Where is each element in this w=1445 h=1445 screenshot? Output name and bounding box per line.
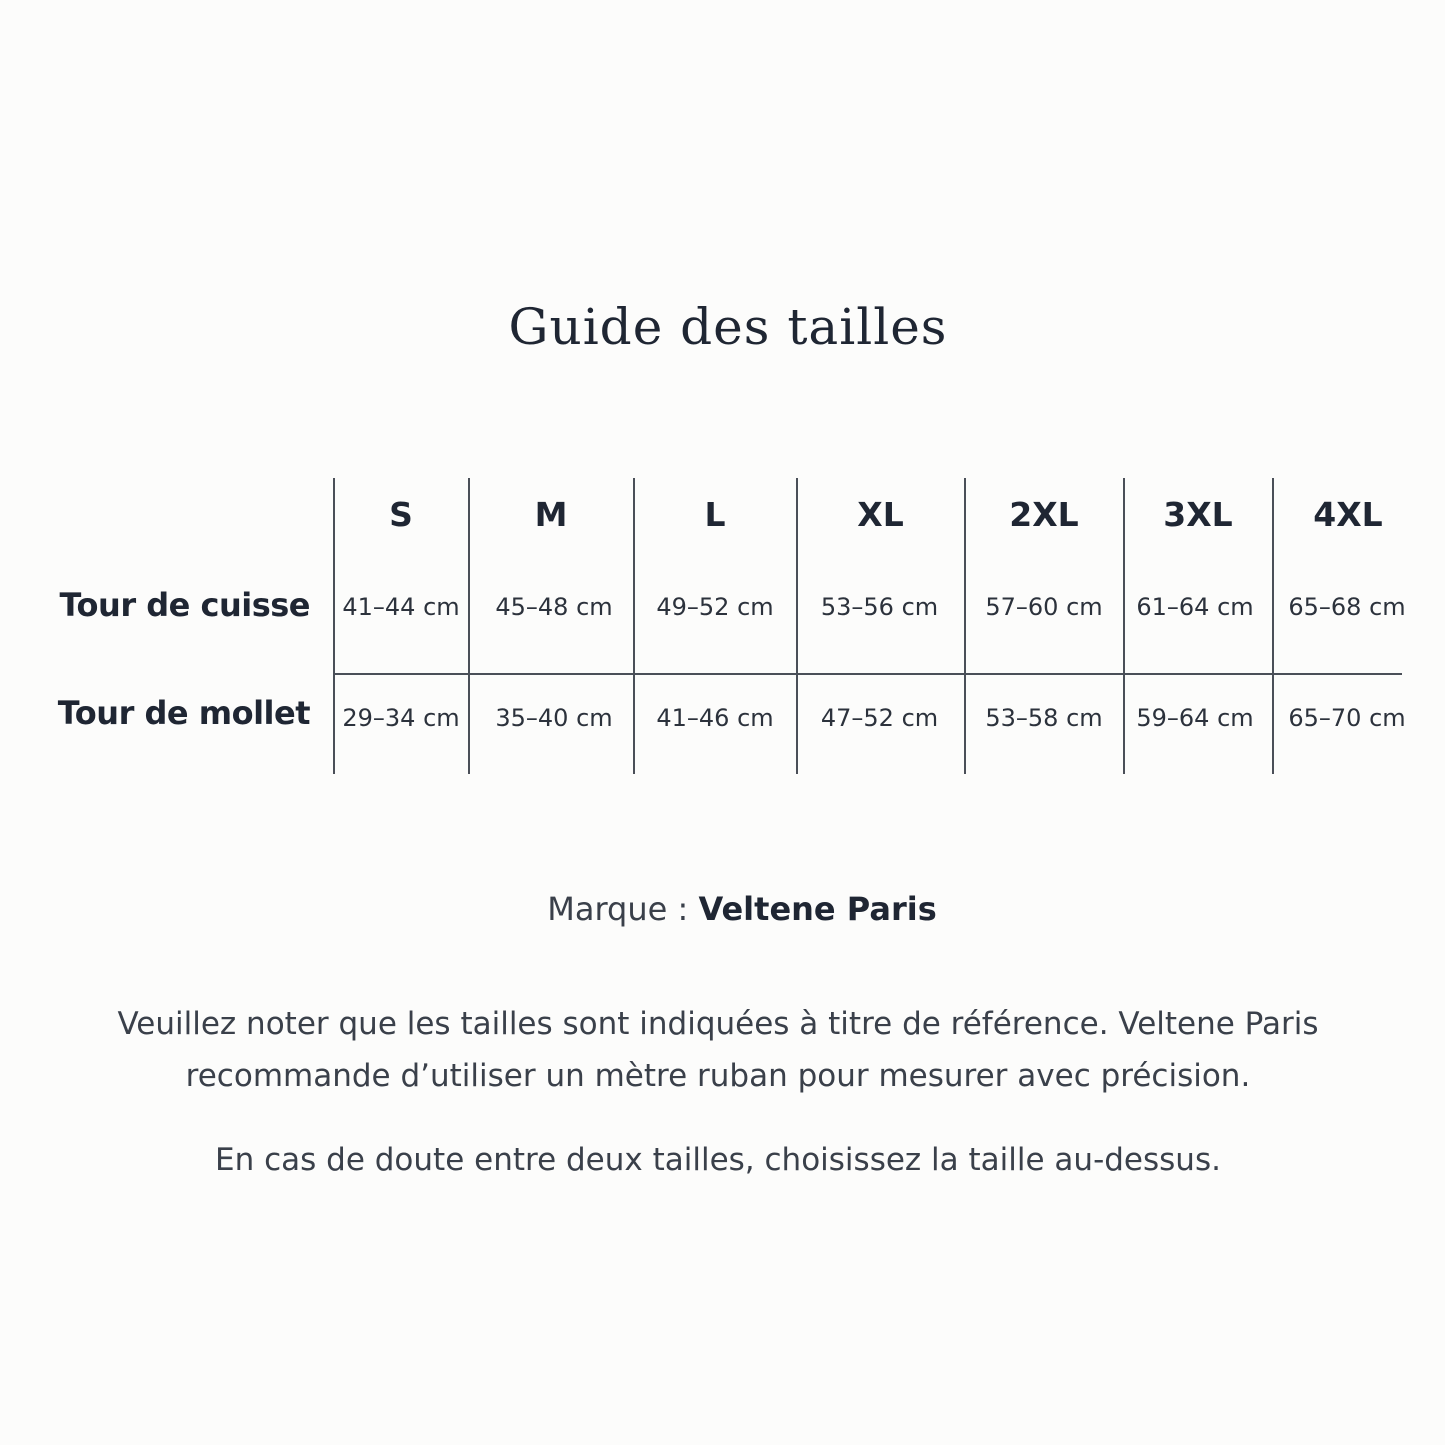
size-header-m: M	[534, 495, 568, 534]
table-cell: 35–40 cm	[495, 704, 613, 732]
brand-name: Veltene Paris	[698, 890, 937, 928]
size-header-s: S	[389, 495, 413, 534]
table-cell: 29–34 cm	[342, 704, 460, 732]
table-cell: 53–56 cm	[820, 593, 939, 621]
table-cell: 59–64 cm	[1136, 704, 1254, 732]
table-cell: 65–68 cm	[1288, 593, 1406, 621]
table-cell: 65–70 cm	[1288, 704, 1406, 732]
table-row-divider	[334, 673, 1402, 675]
size-header-l: L	[704, 495, 726, 534]
table-cell: 53–58 cm	[985, 704, 1103, 732]
row-label-thigh: Tour de cuisse	[59, 586, 310, 624]
size-header-3xl: 3XL	[1163, 495, 1233, 534]
table-cell: 41–44 cm	[342, 593, 460, 621]
table-cell: 57–60 cm	[985, 593, 1103, 621]
table-cell: 49–52 cm	[656, 593, 774, 621]
size-header-xl: XL	[857, 495, 904, 534]
page-title: Guide des tailles	[508, 298, 948, 356]
table-cell: 47–52 cm	[820, 704, 939, 732]
brand-line	[0, 890, 1445, 928]
table-cell: 41–46 cm	[656, 704, 774, 732]
size-header-2xl: 2XL	[1009, 495, 1079, 534]
size-note: Veuillez noter que les tailles sont indiquées à titre de référence. Veltene Paris recommande d’utiliser un mètre ruban pour mesurer avec précision.	[117, 1006, 1319, 1094]
table-cell: 45–48 cm	[495, 593, 613, 621]
size-advice: En cas de doute entre deux tailles, choisissez la taille au-dessus.	[215, 1142, 1221, 1178]
brand-prefix: Marque :	[547, 890, 689, 928]
table-cell: 61–64 cm	[1136, 593, 1254, 621]
size-header-4xl: 4XL	[1313, 495, 1383, 534]
row-label-calf: Tour de mollet	[57, 694, 310, 732]
